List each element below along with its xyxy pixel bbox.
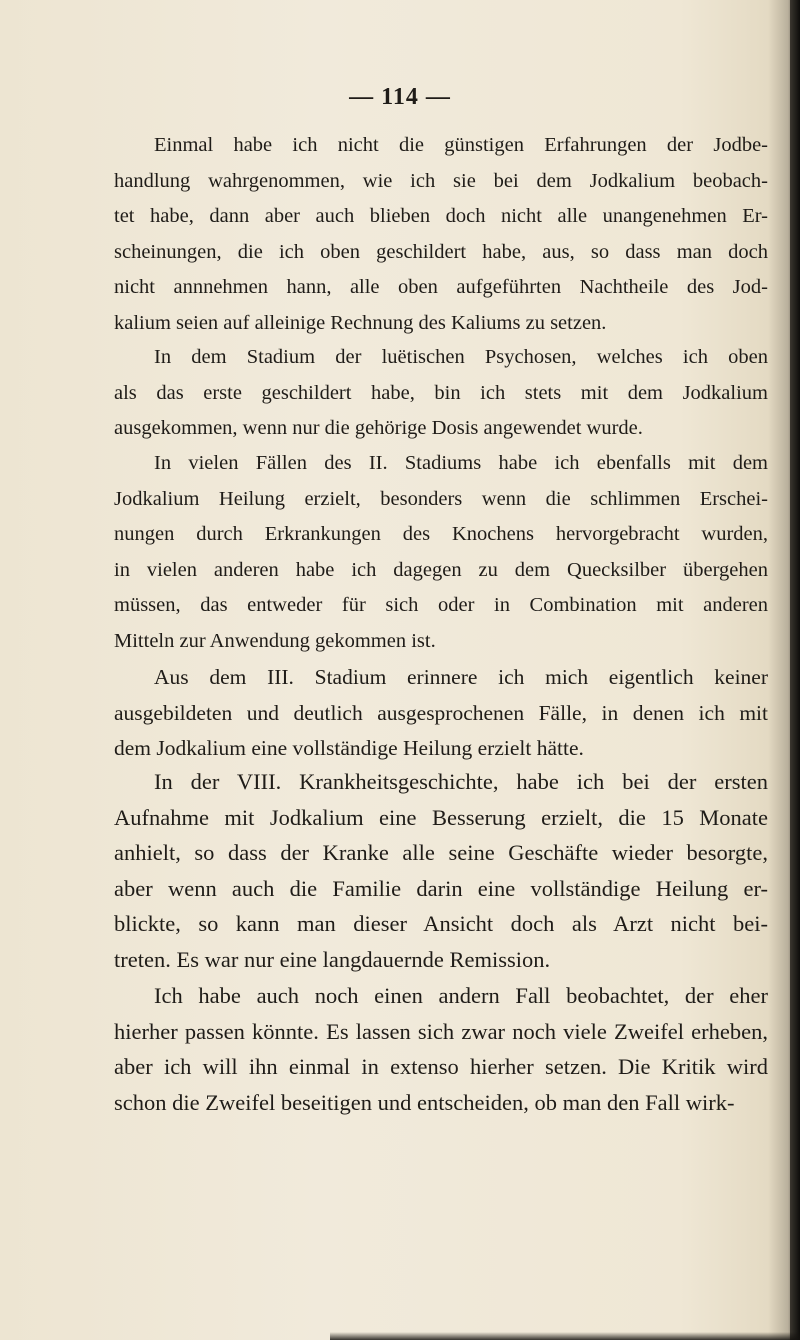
- text-line: Aufnahme mit Jodkalium eine Besserung erzielt, die 15 Monate: [114, 804, 768, 830]
- text-line: Mitteln zur Anwendung gekommen ist.: [114, 629, 436, 652]
- paragraph-2: [114, 340, 768, 447]
- text-line: tet habe, dann aber auch blieben doch nicht alle unangenehmen Er-: [114, 205, 768, 228]
- paragraph-3: [114, 446, 768, 660]
- text-line: scheinungen, die ich oben geschildert habe, aus, so dass man doch: [114, 240, 768, 263]
- text-line: In dem Stadium der luëtischen Psychosen, welches ich oben: [154, 346, 768, 368]
- paragraph-4: [114, 660, 768, 767]
- text-line: blickte, so kann man dieser Ansicht doch als Arzt nicht bei-: [114, 911, 768, 937]
- paragraph-1: [114, 128, 768, 342]
- text-line: In vielen Fällen des II. Stadiums habe ich ebenfalls mit dem: [154, 452, 768, 474]
- text-line: nicht annnehmen hann, alle oben aufgeführten Nachtheile des Jod-: [114, 276, 768, 299]
- text-line: Aus dem III. Stadium erinnere ich mich eigentlich keiner: [154, 665, 768, 689]
- text-line: nungen durch Erkrankungen des Knochens hervorgebracht wurden,: [114, 523, 768, 546]
- paragraph-5: [114, 764, 768, 978]
- text-line: als das erste geschildert habe, bin ich stets mit dem Jodkalium: [114, 381, 768, 404]
- text-line: aber ich will ihn einmal in extenso hierher setzen. Die Kritik wird: [114, 1054, 768, 1080]
- text-line: Ich habe auch noch einen andern Fall beobachtet, der eher: [154, 983, 768, 1008]
- text-line: hierher passen könnte. Es lassen sich zwar noch viele Zweifel erheben,: [114, 1018, 768, 1044]
- text-line: ausgekommen, wenn nur die gehörige Dosis angewendet wurde.: [114, 417, 643, 440]
- text-line: in vielen anderen habe ich dagegen zu dem Quecksilber übergehen: [114, 558, 768, 581]
- text-line: Einmal habe ich nicht die günstigen Erfahrungen der Jodbe-: [154, 134, 768, 156]
- text-line: schon die Zweifel beseitigen und entscheiden, ob man den Fall wirk-: [114, 1089, 735, 1115]
- text-line: anhielt, so dass der Kranke alle seine Geschäfte wieder besorgte,: [114, 840, 768, 866]
- text-line: ausgebildeten und deutlich ausgesprochenen Fälle, in denen ich mit: [114, 700, 768, 725]
- text-line: dem Jodkalium eine vollständige Heilung erzielt hätte.: [114, 736, 584, 761]
- text-line: aber wenn auch die Familie darin eine vollständige Heilung er-: [114, 875, 768, 901]
- page-number: — 114 —: [349, 84, 451, 110]
- text-line: treten. Es war nur eine langdauernde Remission.: [114, 946, 551, 972]
- text-line: Jodkalium Heilung erzielt, besonders wenn die schlimmen Erschei-: [114, 487, 768, 510]
- text-line: müssen, das entweder für sich oder in Combination mit anderen: [114, 594, 768, 617]
- page-bottom-shadow: [330, 1332, 800, 1340]
- text-line: In der VIII. Krankheitsgeschichte, habe ich bei der ersten: [154, 769, 768, 794]
- paragraph-6: [114, 978, 768, 1120]
- book-gutter-edge: [790, 0, 800, 1340]
- text-line: handlung wahrgenommen, wie ich sie bei dem Jodkalium beobach-: [114, 169, 768, 192]
- text-line: kalium seien auf alleinige Rechnung des Kaliums zu setzen.: [114, 311, 607, 334]
